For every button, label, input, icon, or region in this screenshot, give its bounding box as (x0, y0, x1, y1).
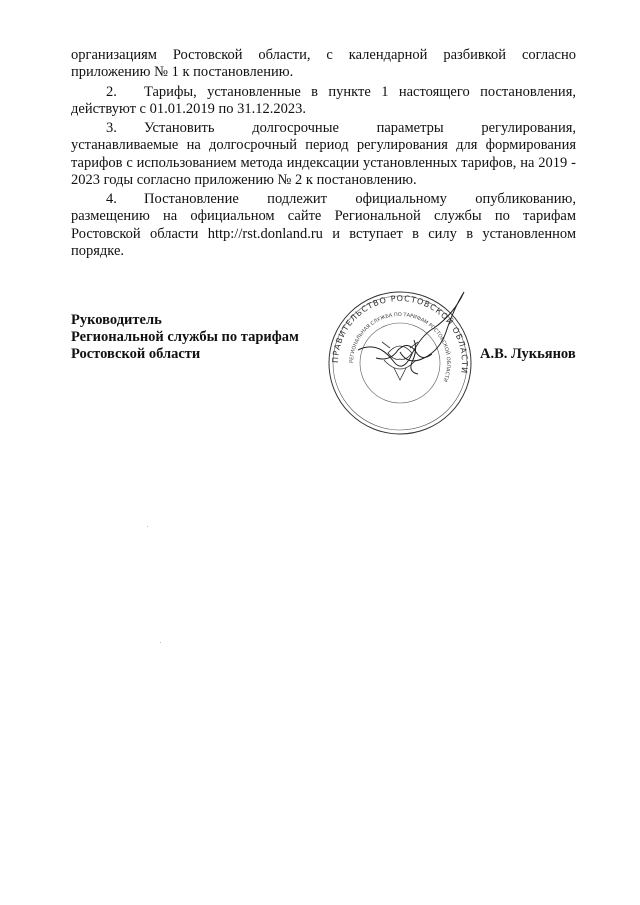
paragraph-number: 3. (106, 120, 117, 136)
paragraph-4 (71, 191, 576, 261)
paragraph-number: 2. (106, 84, 117, 100)
signatory-title-line: Ростовской области (71, 346, 201, 362)
paragraph-3 (71, 120, 576, 190)
paragraph-text: организациям Ростовской области, с календарной разбивкой согласно приложению № 1 к постановлению. (71, 47, 576, 81)
signatory-title (71, 312, 299, 363)
stamp-outer-text: ПРАВИТЕЛЬСТВО РОСТОВСКОЙ ОБЛАСТИ (330, 293, 470, 375)
official-stamp-with-signature (318, 288, 486, 438)
signatory-name: А.В. Лукьянов (480, 346, 576, 362)
scan-speck (147, 526, 148, 527)
signatory-title-line: Региональной службы по тарифам (71, 329, 299, 345)
paragraph-number: 4. (106, 191, 117, 207)
paragraph-1-continuation (71, 47, 576, 82)
paragraph-text: Установить долгосрочные параметры регулирования, устанавливаемые на долгосрочный период регулирования для формирования тарифов с использованием метода индексации установленных тарифов, на 2019 - 2023 годы согласно приложению № 2 к постановлению. (71, 120, 576, 189)
paragraph-text: Постановление подлежит официальному опубликованию, размещению на официальном сайте Региональной службы по тарифам Ростовской области http://rst.donland.ru и вступает в силу в установленном порядке. (71, 191, 576, 260)
signatory-title-line: Руководитель (71, 312, 162, 328)
stamp-inner-text: РЕГИОНАЛЬНАЯ СЛУЖБА ПО ТАРИФАМ РОСТОВСКОЙ ОБЛАСТИ (348, 311, 452, 383)
scan-speck (160, 642, 161, 643)
paragraph-text: Тарифы, установленные в пункте 1 настоящего постановления, действуют с 01.01.2019 по 31.12.2023. (71, 84, 576, 118)
paragraph-2 (71, 84, 576, 119)
